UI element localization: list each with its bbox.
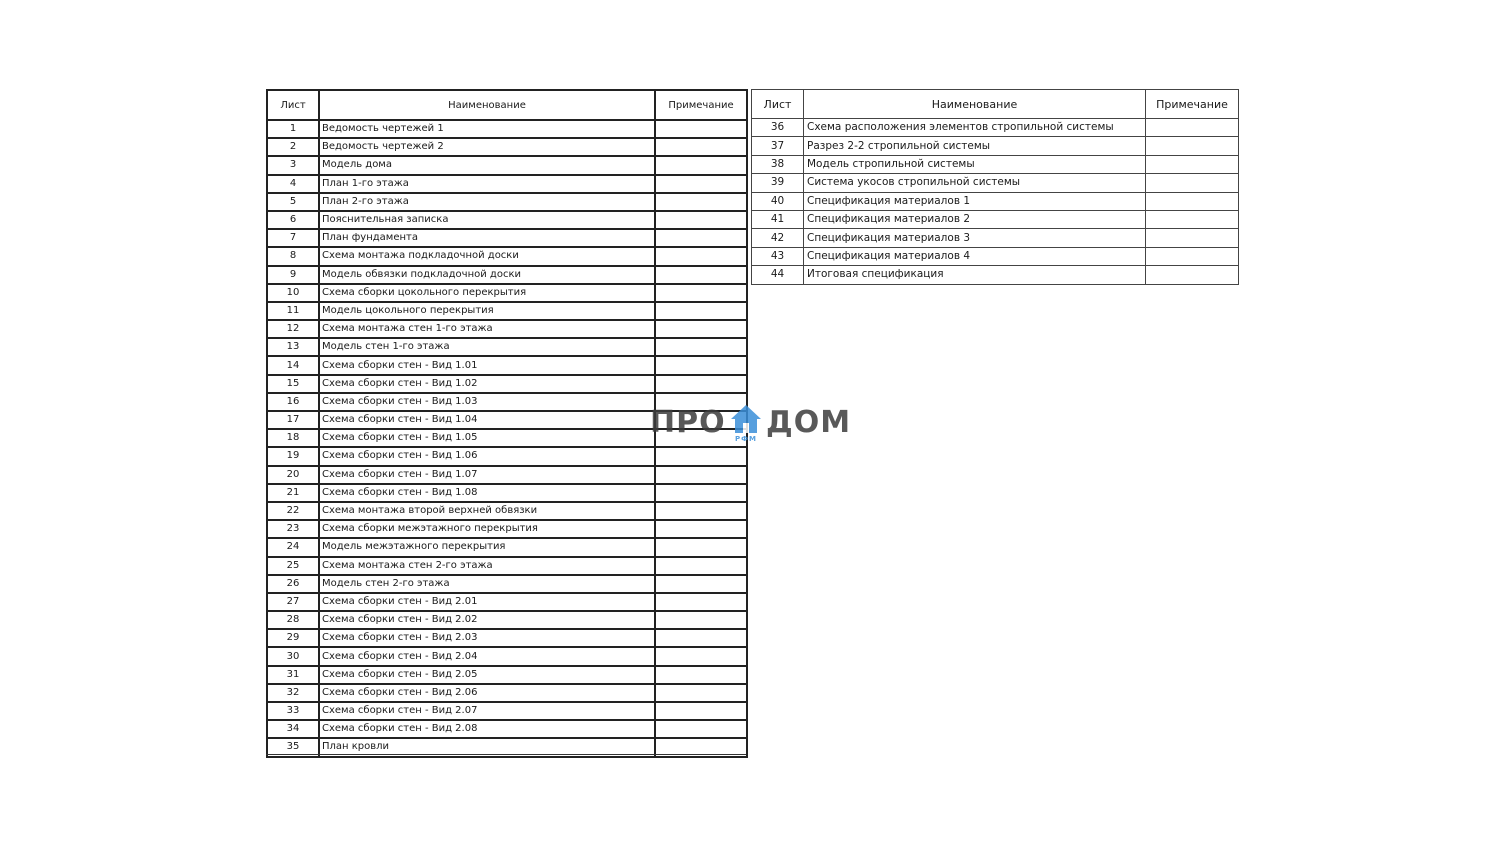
table-row <box>267 284 747 302</box>
sheet-note <box>655 557 747 575</box>
sheet-name: План 1-го этажа <box>319 175 655 193</box>
sheet-number: 27 <box>267 593 319 611</box>
table-row <box>752 266 1239 284</box>
house-icon <box>730 403 762 443</box>
sheet-number: 44 <box>752 266 804 284</box>
sheet-name: План кровли <box>319 738 655 756</box>
sheet-name: Схема сборки стен - Вид 2.06 <box>319 684 655 702</box>
sheet-name: Модель дома <box>319 156 655 174</box>
sheet-note <box>655 520 747 538</box>
col-header-name: Наименование <box>804 90 1146 119</box>
table-row <box>267 447 747 465</box>
sheet-name: План фундамента <box>319 229 655 247</box>
sheet-number: 21 <box>267 484 319 502</box>
table-row <box>267 356 747 374</box>
table-row <box>267 193 747 211</box>
sheet-number: 26 <box>267 575 319 593</box>
sheet-number: 9 <box>267 266 319 284</box>
table-row <box>267 302 747 320</box>
sheet-note <box>655 302 747 320</box>
sheet-number: 39 <box>752 174 804 192</box>
sheet-note <box>655 611 747 629</box>
sheet-number: 23 <box>267 520 319 538</box>
sheet-number: 25 <box>267 557 319 575</box>
sheet-number: 6 <box>267 211 319 229</box>
sheet-name: Модель межэтажного перекрытия <box>319 538 655 556</box>
sheet-number: 40 <box>752 192 804 210</box>
sheet-number: 37 <box>752 137 804 155</box>
sheet-name: Схема сборки стен - Вид 1.02 <box>319 375 655 393</box>
table-row <box>267 575 747 593</box>
sheet-note <box>1146 137 1239 155</box>
sheet-name: Пояснительная записка <box>319 211 655 229</box>
sheet-name: Схема сборки стен - Вид 2.07 <box>319 702 655 720</box>
sheet-note <box>655 211 747 229</box>
sheet-note <box>1146 119 1239 137</box>
table-row <box>267 666 747 684</box>
sheet-note <box>655 502 747 520</box>
sheet-number: 41 <box>752 210 804 228</box>
table-row <box>752 119 1239 137</box>
table-row <box>267 484 747 502</box>
col-header-sheet: Лист <box>267 90 319 120</box>
sheet-note <box>1146 210 1239 228</box>
sheet-name: Схема монтажа стен 2-го этажа <box>319 557 655 575</box>
watermark-text-left: ПРО <box>650 405 726 440</box>
sheet-number: 4 <box>267 175 319 193</box>
sheet-number: 7 <box>267 229 319 247</box>
sheet-number: 18 <box>267 429 319 447</box>
col-header-note: Примечание <box>655 90 747 120</box>
sheet-note <box>655 375 747 393</box>
sheet-number: 38 <box>752 155 804 173</box>
sheet-number: 35 <box>267 738 319 756</box>
sheet-number: 36 <box>752 119 804 137</box>
table-row <box>267 266 747 284</box>
sheet-name: Схема сборки стен - Вид 2.02 <box>319 611 655 629</box>
sheet-note <box>655 266 747 284</box>
table-row <box>267 593 747 611</box>
sheet-name: Разрез 2-2 стропильной системы <box>804 137 1146 155</box>
sheet-name: Система укосов стропильной системы <box>804 174 1146 192</box>
sheet-number: 32 <box>267 684 319 702</box>
table-row <box>752 247 1239 265</box>
table-row <box>267 611 747 629</box>
table-row <box>752 192 1239 210</box>
sheet-name: Модель стен 2-го этажа <box>319 575 655 593</box>
sheet-number: 14 <box>267 356 319 374</box>
sheet-note <box>655 447 747 465</box>
sheet-note <box>1146 229 1239 247</box>
table-row <box>267 647 747 665</box>
col-header-sheet: Лист <box>752 90 804 119</box>
sheet-name: Спецификация материалов 2 <box>804 210 1146 228</box>
table-row <box>267 502 747 520</box>
sheet-name: Спецификация материалов 1 <box>804 192 1146 210</box>
table-row <box>752 137 1239 155</box>
sheet-name: Схема монтажа подкладочной доски <box>319 247 655 265</box>
table-row <box>267 375 747 393</box>
sheet-name: Модель обвязки подкладочной доски <box>319 266 655 284</box>
sheet-number: 43 <box>752 247 804 265</box>
sheet-note <box>655 538 747 556</box>
sheet-number: 12 <box>267 320 319 338</box>
table-row <box>267 247 747 265</box>
sheet-note <box>1146 247 1239 265</box>
table-row <box>752 174 1239 192</box>
sheet-note <box>655 647 747 665</box>
sheet-number: 34 <box>267 720 319 738</box>
sheet-note <box>1146 174 1239 192</box>
sheet-number: 22 <box>267 502 319 520</box>
sheet-number: 1 <box>267 120 319 138</box>
drawing-list-table-right <box>751 89 1239 285</box>
table-row <box>267 629 747 647</box>
sheet-name: Схема сборки стен - Вид 2.04 <box>319 647 655 665</box>
table-cut-edge <box>266 754 746 758</box>
sheet-number: 16 <box>267 393 319 411</box>
sheet-name: План 2-го этажа <box>319 193 655 211</box>
watermark-logo <box>650 403 850 443</box>
sheet-name: Схема монтажа второй верхней обвязки <box>319 502 655 520</box>
table-row <box>752 155 1239 173</box>
table-row <box>267 138 747 156</box>
table-row <box>752 210 1239 228</box>
sheet-number: 11 <box>267 302 319 320</box>
sheet-number: 3 <box>267 156 319 174</box>
sheet-number: 29 <box>267 629 319 647</box>
sheet-name: Схема сборки стен - Вид 2.05 <box>319 666 655 684</box>
sheet-name: Итоговая спецификация <box>804 266 1146 284</box>
table-row <box>267 466 747 484</box>
sheet-number: 2 <box>267 138 319 156</box>
table-row <box>267 320 747 338</box>
table-row <box>267 684 747 702</box>
sheet-note <box>655 120 747 138</box>
sheet-name: Схема сборки стен - Вид 1.08 <box>319 484 655 502</box>
sheet-note <box>655 247 747 265</box>
sheet-note <box>655 156 747 174</box>
sheet-number: 13 <box>267 338 319 356</box>
table-row <box>267 175 747 193</box>
watermark-text-right: ДОМ <box>766 405 852 440</box>
sheet-name: Схема сборки межэтажного перекрытия <box>319 520 655 538</box>
sheet-name: Схема сборки стен - Вид 2.08 <box>319 720 655 738</box>
watermark-subtext: РФМ <box>734 435 758 443</box>
sheet-number: 30 <box>267 647 319 665</box>
sheet-name: Ведомость чертежей 2 <box>319 138 655 156</box>
sheet-note <box>1146 155 1239 173</box>
sheet-number: 10 <box>267 284 319 302</box>
sheet-name: Схема сборки стен - Вид 1.07 <box>319 466 655 484</box>
sheet-note <box>655 193 747 211</box>
sheet-note <box>1146 192 1239 210</box>
sheet-name: Модель стропильной системы <box>804 155 1146 173</box>
table-row <box>267 538 747 556</box>
sheet-note <box>655 575 747 593</box>
table-row <box>267 557 747 575</box>
sheet-note <box>655 629 747 647</box>
sheet-name: Модель стен 1-го этажа <box>319 338 655 356</box>
sheet-name: Схема монтажа стен 1-го этажа <box>319 320 655 338</box>
table-row <box>267 720 747 738</box>
sheet-note <box>655 466 747 484</box>
sheet-note <box>655 593 747 611</box>
sheet-name: Схема сборки цокольного перекрытия <box>319 284 655 302</box>
sheet-number: 42 <box>752 229 804 247</box>
table-header-row <box>267 90 747 120</box>
sheet-name: Спецификация материалов 4 <box>804 247 1146 265</box>
sheet-name: Спецификация материалов 3 <box>804 229 1146 247</box>
table-row <box>267 156 747 174</box>
sheet-note <box>655 666 747 684</box>
sheet-number: 8 <box>267 247 319 265</box>
sheet-note <box>655 284 747 302</box>
sheet-name: Схема сборки стен - Вид 1.01 <box>319 356 655 374</box>
sheet-note <box>655 702 747 720</box>
sheet-name: Модель цокольного перекрытия <box>319 302 655 320</box>
sheet-name: Схема сборки стен - Вид 1.06 <box>319 447 655 465</box>
sheet-name: Схема сборки стен - Вид 1.04 <box>319 411 655 429</box>
sheet-number: 31 <box>267 666 319 684</box>
table-row <box>267 520 747 538</box>
sheet-note <box>655 484 747 502</box>
sheet-note <box>655 175 747 193</box>
sheet-name: Схема сборки стен - Вид 2.01 <box>319 593 655 611</box>
sheet-number: 17 <box>267 411 319 429</box>
sheet-name: Ведомость чертежей 1 <box>319 120 655 138</box>
sheet-name: Схема сборки стен - Вид 2.03 <box>319 629 655 647</box>
sheet-number: 33 <box>267 702 319 720</box>
sheet-number: 20 <box>267 466 319 484</box>
sheet-name: Схема сборки стен - Вид 1.03 <box>319 393 655 411</box>
table-row <box>267 120 747 138</box>
sheet-number: 5 <box>267 193 319 211</box>
sheet-note <box>1146 266 1239 284</box>
sheet-note <box>655 138 747 156</box>
col-header-name: Наименование <box>319 90 655 120</box>
sheet-name: Схема расположения элементов стропильной системы <box>804 119 1146 137</box>
sheet-number: 19 <box>267 447 319 465</box>
sheet-name: Схема сборки стен - Вид 1.05 <box>319 429 655 447</box>
sheet-note <box>655 720 747 738</box>
table-row <box>752 229 1239 247</box>
table-row <box>267 211 747 229</box>
sheet-note <box>655 338 747 356</box>
table-header-row <box>752 90 1239 119</box>
table-row <box>267 229 747 247</box>
table-row <box>267 338 747 356</box>
sheet-number: 15 <box>267 375 319 393</box>
table-row <box>267 702 747 720</box>
sheet-note <box>655 320 747 338</box>
sheet-note <box>655 684 747 702</box>
sheet-number: 28 <box>267 611 319 629</box>
col-header-note: Примечание <box>1146 90 1239 119</box>
sheet-number: 24 <box>267 538 319 556</box>
sheet-note <box>655 229 747 247</box>
sheet-note <box>655 356 747 374</box>
